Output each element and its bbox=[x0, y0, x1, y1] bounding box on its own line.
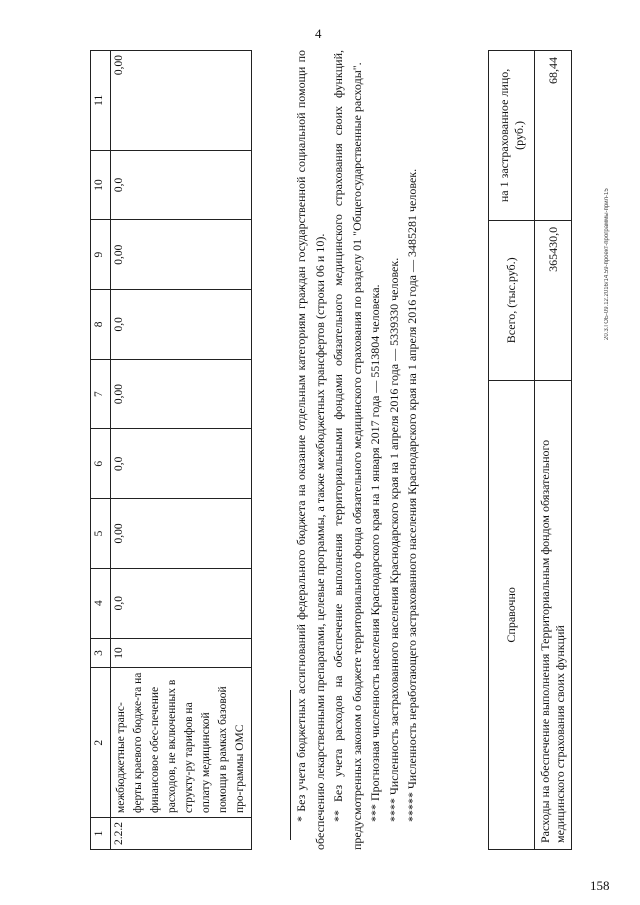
document-code: 20.3.ГОБ-09.12.2016/14.59-проект-программы-прил-15 bbox=[604, 188, 610, 340]
cell-value: 0,0 bbox=[111, 429, 252, 499]
row-code: 2.2.2 bbox=[111, 818, 252, 850]
ref-header-per-person: на 1 застрахованное лицо, (руб.) bbox=[489, 51, 535, 221]
col-header: 6 bbox=[91, 429, 111, 499]
footnote-2: ** Без учета расходов на обеспечение выполнения территориальными фондами обязательного медицинского страхования своих функций, предусмотренных законом о бюджете территориального фонда обязательного медицинского страхования по разделу 01 "Общегосударственные расходы". bbox=[331, 50, 364, 850]
table-row bbox=[111, 51, 252, 850]
col-header: 2 bbox=[91, 668, 111, 818]
expenditure-table bbox=[90, 50, 252, 850]
table-header-row bbox=[91, 51, 111, 850]
rotated-content bbox=[90, 50, 610, 850]
col-header: 3 bbox=[91, 638, 111, 668]
footnotes bbox=[292, 50, 422, 850]
page-number-top: 4 bbox=[315, 26, 322, 41]
col-header: 11 bbox=[91, 51, 111, 151]
row-line: 10 bbox=[111, 638, 252, 668]
footnote-1: * Без учета бюджетных ассигнований федерального бюджета на оказание отдельным категориям граждан государственной социальной помощи по обеспечению лекарственными препаратами, целевые программы, а также межбюджетных трансфертов (строки 06 и 10). bbox=[294, 50, 327, 850]
footnote-4: **** Численность застрахованного населения Краснодарского края на 1 апреля 2016 года — 5339330 человек. bbox=[386, 257, 401, 822]
ref-total: 365430,0 bbox=[535, 220, 572, 380]
cell-value: 0,00 bbox=[111, 499, 252, 569]
page-number-bottom: 158 bbox=[590, 878, 610, 893]
footnote-3: *** Прогнозная численность населения Краснодарского края на 1 января 2017 года — 5513804 человека. bbox=[368, 284, 382, 822]
cell-value: 0,0 bbox=[111, 150, 252, 220]
reference-table bbox=[488, 50, 572, 850]
col-header: 1 bbox=[91, 818, 111, 850]
ref-header-label: Справочно bbox=[489, 380, 535, 849]
col-header: 5 bbox=[91, 499, 111, 569]
col-header: 9 bbox=[91, 220, 111, 290]
reference-header-row bbox=[489, 51, 535, 850]
footnote-divider bbox=[290, 690, 291, 840]
cell-value: 0,0 bbox=[111, 290, 252, 360]
col-header: 7 bbox=[91, 359, 111, 429]
row-description: межбюджетные транс-ферты краевого бюдже-та на финансовое обес-печение расходов, не включенных в структу-ру тарифов на оплату медицинской помощи в рамках базовой про-граммы ОМС bbox=[111, 668, 252, 818]
col-header: 8 bbox=[91, 290, 111, 360]
col-header: 4 bbox=[91, 568, 111, 638]
cell-value: 0,00 bbox=[111, 359, 252, 429]
cell-value: 0,00 bbox=[111, 51, 252, 151]
reference-row bbox=[535, 51, 572, 850]
footnote-5: ***** Численность неработающего застрахованного населения Краснодарского края на 1 апреля 2016 года — 3485281 человек. bbox=[405, 168, 419, 822]
ref-per-person: 68,44 bbox=[535, 51, 572, 221]
col-header: 10 bbox=[91, 150, 111, 220]
cell-value: 0,0 bbox=[111, 568, 252, 638]
ref-label: Расходы на обеспечение выполнения Территориальным фондом обязательного медицинского страхования своих функций bbox=[535, 380, 572, 849]
ref-header-total: Всего, (тыс.руб.) bbox=[489, 220, 535, 380]
cell-value: 0,00 bbox=[111, 220, 252, 290]
